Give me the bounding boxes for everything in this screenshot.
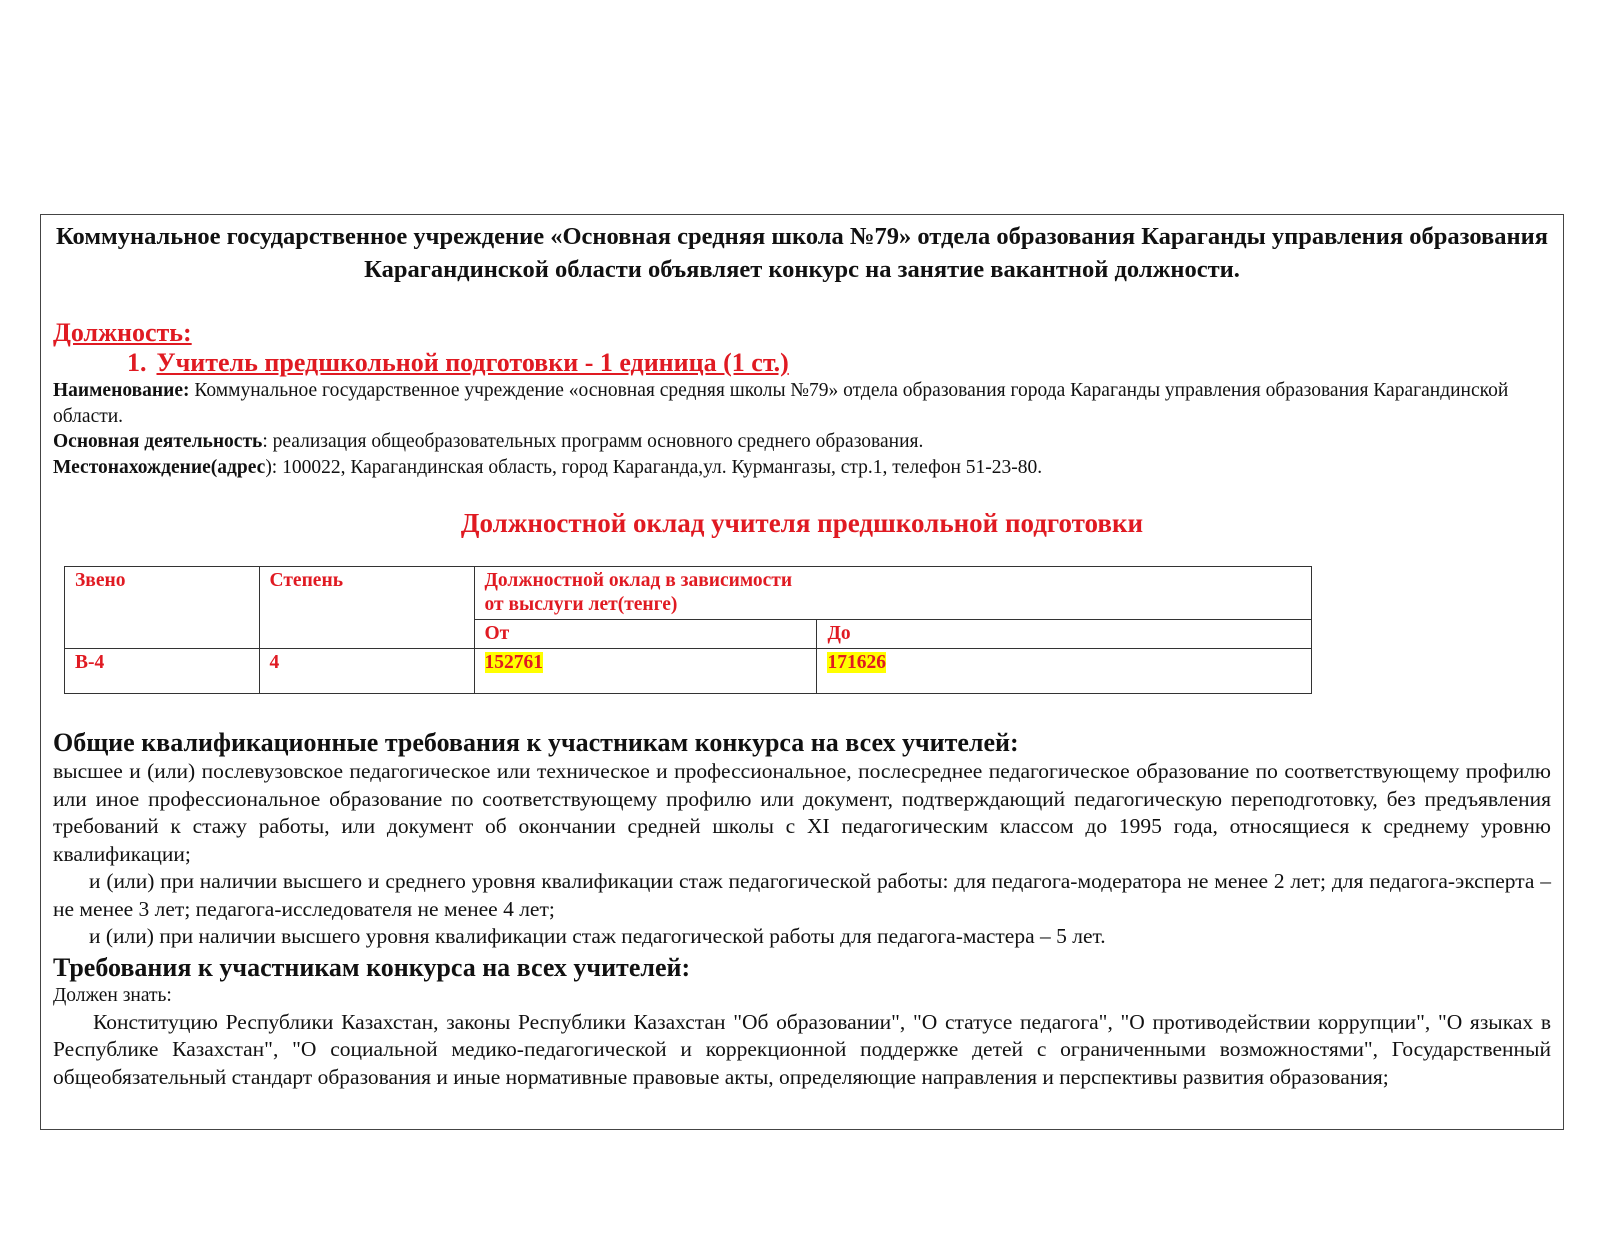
cell-from [474,649,817,694]
header-level: Степень [259,567,474,649]
salary-title: Должностной оклад учителя предшкольной подготовки [460,508,1144,538]
main-activity [53,429,1551,455]
address [53,455,1551,481]
general-requirements-paragraph-3: и (или) при наличии высшего уровня квалификации стаж педагогической работы для педагога-мастера – 5 лет. [89,924,1106,948]
activity-label: Основная деятельность [53,431,263,452]
header-to: До [817,620,1312,649]
requirements-paragraph-1: Конституцию Республики Казахстан, законы Республики Казахстан "Об образовании", "О статусе педагога", "О противодействии коррупции", "О языках в Республике Казахстан", "О социальной медико-педагогической и коррекционной поддержке детей с ограниченными возможностями", Государственный общеобязательный стандарт образования и иные нормативные правовые акты, определяющие направления и перспективы развития образования; [53,1009,1551,1089]
name-label: Наименование: [53,380,190,401]
activity-value: : реализация общеобразовательных программ основного среднего образования. [262,431,924,452]
general-requirements-paragraph-2: и (или) при наличии высшего и среднего уровня квалификации стаж педагогической работы: для педагога-модератора не менее 2 лет; для педагога-эксперта – не менее 3 лет; педагога-исследователя не менее 4 лет; [53,869,1551,921]
cell-level: 4 [259,649,474,694]
header-from: От [474,620,817,649]
position-item [53,348,1551,378]
organization-name [53,378,1551,429]
requirements-title: Требования к участникам конкурса на всех учителей: [53,952,691,982]
salary-table [64,566,1312,694]
cell-to [817,649,1312,694]
address-value: ): 100022, Карагандинская область, город Караганда,ул. Курмангазы, стр.1, телефон 51-23-80. [265,456,1043,478]
table-header-row [65,567,1312,620]
must-know-label: Должен знать: [53,984,172,1006]
header-salary-line1: Должностной оклад в зависимости [484,570,793,591]
header-salary [474,567,1311,620]
header-link: Звено [65,567,260,649]
general-requirements-title: Общие квалификационные требования к участникам конкурса на всех учителей: [53,728,1019,757]
header-salary-line2: от выслуги лет(тенге) [484,594,678,615]
position-label: Должность: [53,318,192,347]
address-label: Местонахождение(адрес [53,456,266,478]
table-row [65,649,1312,694]
position-title: Учитель предшкольной подготовки - 1 единица (1 ст.) [156,348,789,377]
salary-from-value: 152761 [484,652,544,673]
general-requirements-paragraph-1: высшее и (или) послевузовское педагогическое или техническое и профессиональное, послесреднее педагогическое образование по соответствующему профилю или иное профессиональное образование по соответствующему профилю или документ, подтверждающий педагогическую переподготовку, без предъявления требований к стажу работы, или документ об окончании средней школы с XI педагогическим классом до 1995 года, относящиеся к среднему уровню квалификации; [53,759,1551,866]
position-number: 1. [127,348,147,377]
name-value: Коммунальное государственное учреждение «основная средняя школы №79» отдела образования города Караганды управления образования Карагандинской области. [53,380,1509,427]
announcement-frame [40,214,1564,1130]
announcement-heading: Коммунальное государственное учреждение «Основная средняя школа №79» отдела образования Караганды управления образования Карагандинской области объявляет конкурс на занятие вакантной должности. [56,223,1548,283]
salary-to-value: 171626 [827,652,886,673]
cell-link: В-4 [65,649,260,694]
